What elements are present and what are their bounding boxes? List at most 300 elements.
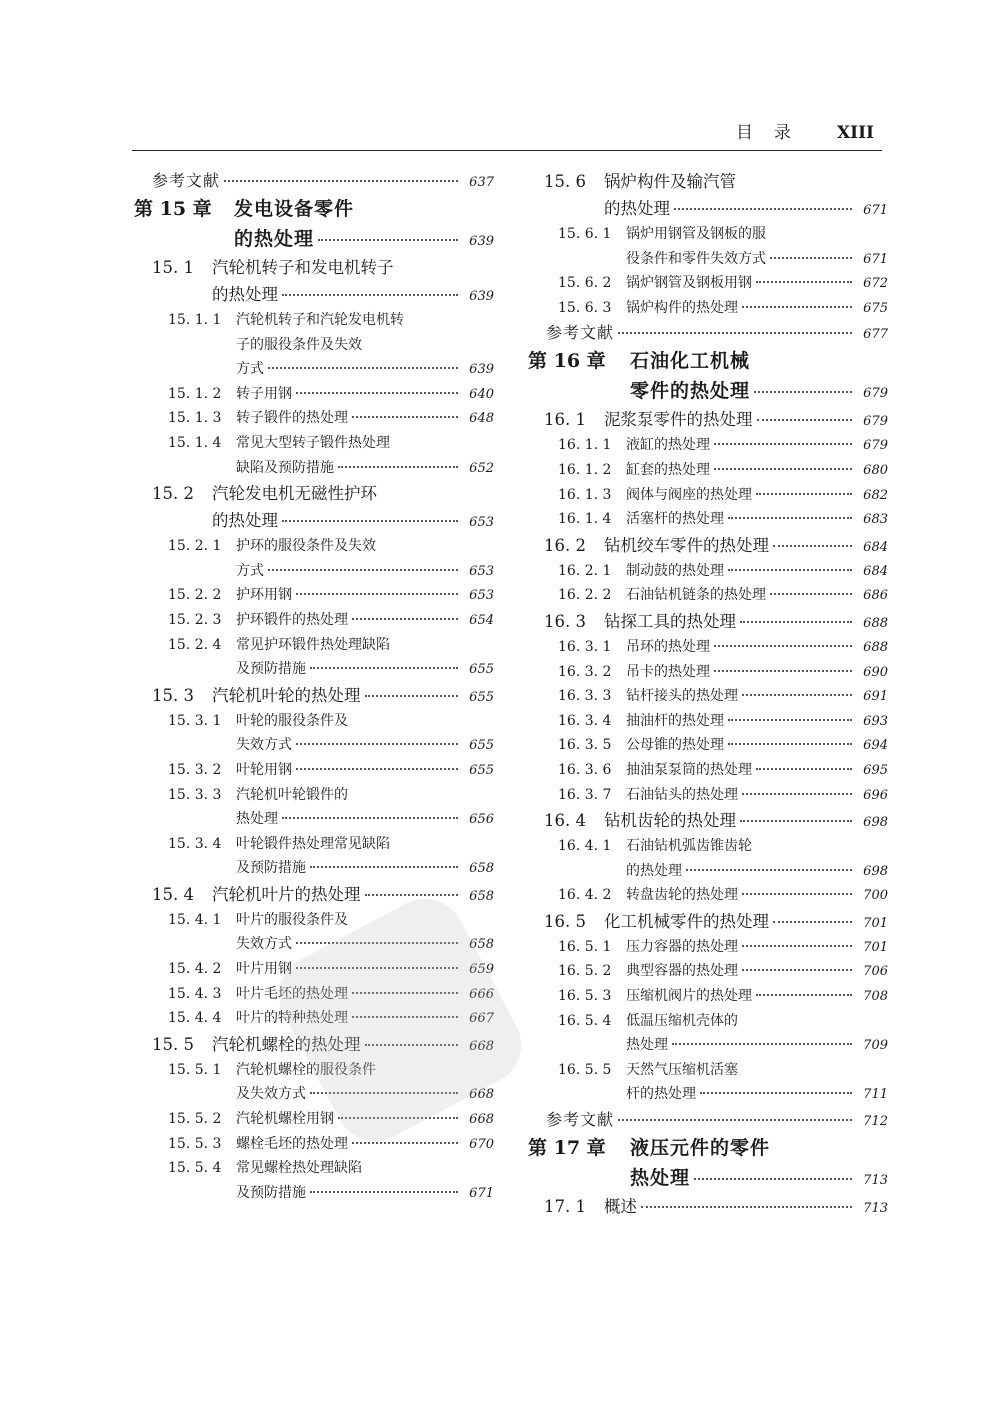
toc-entry-number: 16. 5. 3 [558,988,612,1005]
toc-entry [134,281,494,308]
toc-entry-number: 16. 2. 2 [558,587,612,604]
toc-entry [528,684,888,709]
toc-entry [134,1156,494,1181]
toc-entry-title: 护环用钢 [236,587,292,604]
toc-entry [528,583,888,608]
dot-leader [268,367,458,369]
toc-entry-title: 钻机齿轮的热处理 [604,811,736,831]
toc-entry-number: 17. 1 [544,1197,586,1217]
toc-entry-title: 热处理 [630,1167,691,1190]
toc-entry-number: 15. 4 [152,884,194,904]
toc-entry-title: 汽轮发电机无磁性护环 [212,484,377,504]
toc-entry-title: 天然气压缩机活塞 [626,1061,738,1078]
toc-entry-title: 汽轮机叶轮的热处理 [212,685,361,705]
toc-entry-page: 688 [863,615,888,631]
toc-entry-number: 16. 3. 1 [558,638,612,655]
toc-entry-title: 吊卡的热处理 [626,663,710,680]
toc-entry-title: 液缸的热处理 [626,437,710,454]
toc-entry-number: 15. 6. 3 [558,299,612,316]
toc-entry-title: 压缩机阀片的热处理 [626,988,752,1005]
toc-entry [134,333,494,358]
toc-entry-page: 639 [469,234,494,249]
toc-entry-page: 701 [863,915,888,931]
toc-entry-page: 683 [863,512,888,528]
toc-entry-number: 16. 3. 5 [558,737,612,754]
toc-entry-title: 汽轮机转子和汽轮发电机转 [236,312,404,328]
toc-entry-title: 低温压缩机壳体的 [626,1012,738,1029]
toc-entry-page: 670 [469,1136,494,1152]
toc-entry-page: 655 [469,738,494,754]
toc-entry-title: 失效方式 [236,737,292,754]
toc-entry-title: 叶轮用钢 [236,761,292,778]
toc-entry [528,733,888,758]
toc-entry-page: 653 [469,515,494,531]
toc-entry-title: 的热处理 [604,199,670,218]
dot-leader [338,466,458,468]
toc-entry-title: 抽油泵泵筒的热处理 [626,761,752,778]
toc-entry-number: 15. 2 [152,484,194,504]
toc-entry [528,458,888,483]
dot-leader [770,593,852,595]
toc-entry [528,1058,888,1083]
dot-leader [672,1043,852,1045]
toc-entry-number: 15. 3. 3 [168,786,222,803]
toc-entry-page: 668 [469,1087,494,1103]
toc-entry [528,296,888,321]
toc-entry-number: 16. 3. 7 [558,786,612,803]
toc-entry [134,807,494,832]
toc-entry-page: 700 [863,888,888,904]
toc-entry-number: 15. 5 [152,1034,194,1054]
dot-leader [296,392,458,394]
toc-entry-page: 648 [469,411,494,427]
toc-entry-title: 热处理 [236,811,278,828]
toc-entry-number: 16. 1. 2 [558,461,612,478]
toc-entry-title: 液压元件的零件 [630,1137,771,1160]
toc-entry [528,376,888,406]
toc-entry-number: 16. 5. 2 [558,963,612,980]
toc-entry-page: 688 [863,639,888,655]
dot-leader [728,569,852,571]
dot-leader [728,719,852,721]
toc-entry-number: 16. 5. 5 [558,1061,612,1078]
dot-leader [296,593,458,595]
toc-entry [134,254,494,281]
toc-entry-number: 15. 4. 3 [168,985,222,1002]
toc-entry-title: 子的服役条件及失效 [236,336,362,353]
toc-entry-number: 15. 6 [544,172,586,191]
toc-entry-page: 672 [863,276,888,292]
dot-leader [714,468,852,470]
toc-entry [134,633,494,658]
dot-leader [686,869,852,871]
toc-entry-page: 658 [469,861,494,877]
dot-leader [694,1178,852,1180]
toc-entry-number: 16. 3 [544,611,586,631]
toc-entry-number: 16. 4. 2 [558,887,612,904]
toc-entry-page: 671 [863,203,888,218]
toc-entry-title: 吊环的热处理 [626,638,710,655]
toc-entry [528,168,888,195]
toc-entry [134,431,494,456]
dot-leader [296,768,458,770]
dot-leader [742,945,852,947]
toc-entry [134,733,494,758]
toc-entry-page: 711 [863,1087,888,1103]
toc-entry-number: 15. 1. 1 [168,312,222,328]
dot-leader [742,793,852,795]
toc-entry [528,1107,888,1133]
toc-entry [134,456,494,481]
dot-leader [224,180,458,182]
toc-entry-number: 15. 1. 4 [168,434,222,451]
dot-leader [756,493,852,495]
toc-entry-page: 694 [863,738,888,754]
toc-entry-page: 701 [863,939,888,955]
toc-entry-title: 热处理 [626,1037,668,1054]
toc-entry-number: 15. 5. 4 [168,1160,222,1177]
toc-entry [528,1163,888,1193]
toc-entry-number: 15. 2. 3 [168,611,222,628]
toc-entry-number: 16. 4. 1 [558,838,612,855]
toc-entry-page: 713 [863,1173,888,1189]
toc-entry [528,807,888,834]
toc-entry-title: 泥浆泵零件的热处理 [604,410,753,430]
toc-entry [528,959,888,984]
toc-entry [528,406,888,433]
toc-entry-number: 15. 3. 1 [168,712,222,729]
toc-entry-title: 锅炉用钢管及钢板的服 [626,226,766,242]
header-page-number: XIII [836,123,874,143]
toc-entry-number: 15. 2. 2 [168,587,222,604]
toc-entry [528,320,888,346]
toc-entry-page: 658 [469,937,494,953]
toc-entry-title: 叶片毛坯的热处理 [236,985,348,1002]
toc-entry-page: 709 [863,1038,888,1054]
toc-entry-page: 668 [469,1038,494,1054]
toc-entry-page: 653 [469,588,494,604]
toc-entry-page: 655 [469,689,494,705]
toc-entry-page: 653 [469,563,494,579]
toc-entry-number: 15. 5. 2 [168,1111,222,1128]
toc-entry-title: 及预防措施 [236,860,306,877]
toc-entry-page: 655 [469,762,494,778]
dot-leader [365,695,459,697]
toc-entry-number: 16. 3. 6 [558,761,612,778]
dot-leader [773,545,852,547]
toc-entry-page: 706 [863,964,888,980]
toc-entry-page: 679 [863,438,888,454]
toc-entry-page: 696 [863,787,888,803]
dot-leader [268,569,458,571]
toc-entry [134,583,494,608]
toc-entry-page: 658 [469,888,494,904]
dot-leader [756,768,852,770]
toc-entry [528,935,888,960]
toc-entry [528,271,888,296]
toc-entry-page: 639 [469,289,494,304]
toc-entry-title: 的热处理 [212,511,278,531]
header-section-title: 目 录 [735,123,793,143]
dot-leader [700,1092,852,1094]
header-rule [132,150,882,151]
toc-entry-title: 役条件和零件失效方式 [626,250,766,267]
toc-entry-title: 的热处理 [212,285,278,304]
toc-entry [134,194,494,224]
toc-entry-title: 抽油杆的热处理 [626,712,724,729]
toc-entry-number: 第 15 章 [134,198,212,220]
toc-entry [528,1193,888,1220]
toc-entry [134,1132,494,1157]
toc-entry-number: 16. 5. 1 [558,938,612,955]
toc-entry [528,222,888,247]
toc-entry [134,382,494,407]
toc-entry-title: 叶轮的服役条件及 [236,712,348,729]
toc-entry-number: 16. 1. 4 [558,511,612,528]
toc-entry-title: 护环锻件的热处理 [236,611,348,628]
toc-entry [528,758,888,783]
toc-entry [134,709,494,734]
toc-entry-number: 第 17 章 [528,1137,606,1160]
toc-entry [134,783,494,808]
toc-entry-number: 15. 3. 4 [168,835,222,852]
toc-entry-title: 参考文献 [546,1110,615,1130]
toc-entry-page: 682 [863,487,888,503]
toc-entry-number: 15. 2. 1 [168,538,222,555]
toc-entry-page: 708 [863,989,888,1005]
dot-leader [282,520,458,522]
dot-leader [352,618,458,620]
dot-leader [641,1206,852,1208]
toc-entry-title: 汽轮机叶片的热处理 [212,884,361,904]
toc-entry-number: 16. 2. 1 [558,562,612,579]
toc-entry-title: 锅炉钢管及钢板用钢 [626,275,752,292]
toc-entry [528,908,888,935]
toc-entry-number: 16. 1 [544,410,586,430]
toc-entry-number: 15. 4. 1 [168,911,222,928]
toc-entry-number: 15. 1. 2 [168,385,222,402]
toc-entry-title: 叶轮锻件热处理常见缺陷 [236,835,390,852]
toc-entry-number: 15. 1 [152,258,194,277]
toc-entry-page: 655 [469,662,494,678]
toc-entry [528,1082,888,1107]
toc-entry [134,832,494,857]
toc-entry [134,168,494,194]
toc-entry-number: 16. 1. 3 [558,486,612,503]
dot-leader [728,743,852,745]
toc-entry-title: 及预防措施 [236,661,306,678]
toc-entry-title: 阀体与阀座的热处理 [626,486,752,503]
dot-leader [742,306,852,308]
toc-entry [528,559,888,584]
toc-entry-page: 668 [469,1112,494,1128]
toc-entry-number: 15. 2. 4 [168,636,222,653]
toc-entry-number: 16. 5 [544,911,586,931]
toc-entry-title: 石油钻头的热处理 [626,786,738,803]
dot-leader [618,332,852,334]
toc-entry [528,635,888,660]
toc-entry [528,483,888,508]
dot-leader [773,921,852,923]
dot-leader [714,670,852,672]
dot-leader [770,257,852,259]
toc-entry [528,834,888,859]
toc-entry [528,433,888,458]
toc-entry [528,1133,888,1163]
toc-entry [134,856,494,881]
dot-leader [754,391,852,393]
toc-entry-title: 石油化工机械 [630,350,751,373]
toc-entry-page: 713 [863,1201,888,1217]
toc-entry-title: 的热处理 [626,862,682,879]
toc-entry-title: 石油钻机弧齿锥齿轮 [626,838,752,855]
toc-entry-page: 640 [469,386,494,402]
toc-entry-page: 677 [863,327,888,343]
toc-entry-title: 缸套的热处理 [626,461,710,478]
toc-entry [528,1009,888,1034]
toc-entry-number: 16. 1. 1 [558,437,612,454]
toc-entry-number: 15. 5. 1 [168,1061,222,1078]
toc-entry [528,783,888,808]
toc-entry-page: 684 [863,539,888,555]
toc-entry-number: 16. 3. 2 [558,663,612,680]
toc-entry [528,883,888,908]
toc-entry-title: 石油钻机链条的热处理 [626,587,766,604]
dot-leader [740,820,852,822]
toc-entry-title: 及预防措施 [236,1184,306,1201]
dot-leader [296,743,458,745]
toc-entry-title: 锅炉构件的热处理 [626,299,738,316]
toc-entry-title: 典型容器的热处理 [626,963,738,980]
toc-entry-title: 汽轮机螺栓用钢 [236,1111,334,1128]
dot-leader [310,866,458,868]
toc-entry-page: 690 [863,664,888,680]
toc-entry-title: 叶片的特种热处理 [236,1010,348,1027]
toc-entry-title: 转子锻件的热处理 [236,410,348,427]
toc-entry-title: 转子用钢 [236,385,292,402]
toc-entry-title: 方式 [236,361,264,378]
toc-entry-title: 护环的服役条件及失效 [236,538,376,555]
toc-entry-title: 钻机绞车零件的热处理 [604,535,769,555]
toc-entry-page: 691 [863,689,888,705]
toc-entry [134,534,494,559]
toc-entry [528,507,888,532]
toc-entry-page: 659 [469,962,494,978]
toc-entry [134,224,494,254]
toc-entry-title: 叶片用钢 [236,961,292,978]
toc-entry-number: 15. 5. 3 [168,1135,222,1152]
toc-entry-page: 693 [863,713,888,729]
dot-leader [282,817,458,819]
toc-entry [134,308,494,333]
toc-entry [134,682,494,709]
toc-entry-page: 666 [469,986,494,1002]
dot-leader [714,443,852,445]
running-header [736,118,874,143]
toc-entry-title: 汽轮机转子和发电机转子 [212,258,394,277]
toc-entry-title: 零件的热处理 [630,380,751,403]
toc-entry-number: 16. 4 [544,811,586,831]
dot-leader [310,667,458,669]
dot-leader [728,517,852,519]
dot-leader [674,208,852,210]
toc-entry-page: 686 [863,588,888,604]
toc-entry-title: 常见护环锻件热处理缺陷 [236,636,390,653]
toc-entry [528,532,888,559]
toc-entry-title: 汽轮机螺栓的服役条件 [236,1061,376,1078]
toc-entry-title: 的热处理 [234,228,315,250]
toc-entry-page: 698 [863,863,888,879]
toc-entry-title: 化工机械零件的热处理 [604,911,769,931]
toc-entry-page: 671 [863,251,888,267]
toc-entry-title: 公母锥的热处理 [626,737,724,754]
toc-entry-title: 压力容器的热处理 [626,938,738,955]
toc-entry-title: 汽轮机叶轮锻件的 [236,786,348,803]
toc-entry-title: 螺栓毛坯的热处理 [236,1135,348,1152]
toc-entry [134,559,494,584]
toc-entry [528,608,888,635]
toc-entry [528,195,888,222]
dot-leader [352,416,458,418]
toc-entry-page: 680 [863,462,888,478]
toc-entry [134,357,494,382]
dot-leader [756,281,852,283]
toc-entry-title: 钻探工具的热处理 [604,611,736,631]
dot-leader [714,645,852,647]
toc-entry [134,608,494,633]
toc-entry-number: 15. 4. 4 [168,1010,222,1027]
toc-entry [528,247,888,272]
toc-entry [134,507,494,534]
toc-entry-page: 679 [863,414,888,430]
toc-entry-page: 654 [469,612,494,628]
dot-leader [757,419,853,421]
toc-entry-title: 转盘齿轮的热处理 [626,887,738,904]
toc-entry-page: 639 [469,362,494,378]
toc-entry-page: 671 [469,1185,494,1201]
toc-entry-number: 16. 5. 4 [558,1012,612,1029]
toc-entry [134,480,494,507]
dot-leader [282,294,458,296]
toc-entry-page: 637 [469,175,494,190]
dot-leader [618,1119,852,1121]
toc-entry-page: 679 [863,386,888,402]
toc-entry-number: 15. 6. 1 [558,226,612,242]
toc-entry-title: 发电设备零件 [234,198,355,220]
toc-entry-number: 15. 3 [152,685,194,705]
toc-entry-number: 16. 2 [544,535,586,555]
dot-leader [365,894,459,896]
dot-leader [740,621,852,623]
toc-entry-title: 钻杆接头的热处理 [626,688,738,705]
toc-entry-title: 参考文献 [546,323,615,343]
toc-entry-page: 667 [469,1011,494,1027]
toc-entry-number: 15. 6. 2 [558,275,612,292]
toc-entry-number: 15. 1. 3 [168,410,222,427]
toc-entry [134,1181,494,1206]
dot-leader [310,1191,458,1193]
toc-entry-number: 15. 4. 2 [168,961,222,978]
toc-entry-number: 第 16 章 [528,350,606,373]
toc-entry [134,406,494,431]
toc-entry-title: 叶片的服役条件及 [236,911,348,928]
toc-entry [528,660,888,685]
toc-entry-title: 活塞杆的热处理 [626,511,724,528]
toc-entry [528,346,888,376]
toc-entry-title: 杆的热处理 [626,1086,696,1103]
toc-entry [134,758,494,783]
toc-entry [528,984,888,1009]
